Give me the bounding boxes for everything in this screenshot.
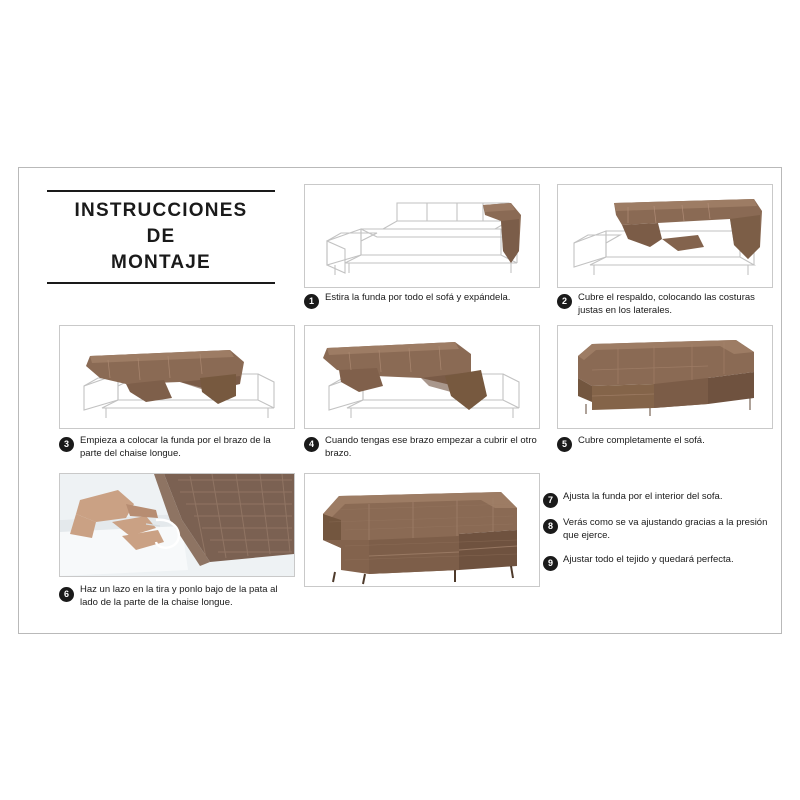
title-text <box>47 192 275 282</box>
step-number-2: 2 <box>557 294 572 309</box>
step-image-2 <box>557 184 773 288</box>
final-image <box>304 473 540 587</box>
step-caption-8: Verás como se va ajustando gracias a la presión que ejerce. <box>563 517 768 541</box>
step-caption-9: Ajustar todo el tejido y quedará perfecta. <box>563 554 734 565</box>
final-steps-list <box>543 493 781 593</box>
step-panel-6 <box>59 473 295 613</box>
step-caption-4: Cuando tengas ese brazo empezar a cubrir el otro brazo. <box>325 435 537 459</box>
step-panel-2 <box>557 184 773 316</box>
step-caption-1: Estira la funda por todo el sofá y expándela. <box>325 292 511 303</box>
title-bottom-rule <box>47 282 275 284</box>
step-caption-5: Cubre completamente el sofá. <box>578 435 705 446</box>
step-number-7: 7 <box>543 493 558 508</box>
step-number-8: 8 <box>543 519 558 534</box>
step-panel-5 <box>557 325 773 453</box>
step-panel-3 <box>59 325 295 459</box>
step-panel-4 <box>304 325 540 459</box>
step-number-9: 9 <box>543 556 558 571</box>
step-image-5 <box>557 325 773 429</box>
page-title <box>47 190 275 284</box>
step-number-1: 1 <box>304 294 319 309</box>
step-image-4 <box>304 325 540 429</box>
step-image-6 <box>59 473 295 577</box>
step-image-3 <box>59 325 295 429</box>
step-caption-3: Empieza a colocar la funda por el brazo de la parte del chaise longue. <box>80 435 271 459</box>
step-caption-2: Cubre el respaldo, colocando las costuras justas en los laterales. <box>578 292 755 316</box>
title-line-3: MONTAJE <box>111 252 211 273</box>
step-number-4: 4 <box>304 437 319 452</box>
step-caption-6: Haz un lazo en la tira y ponlo bajo de la pata al lado de la parte de la chaise longue. <box>80 584 278 608</box>
instructions-card <box>18 167 782 634</box>
title-line-1: INSTRUCCIONES <box>74 200 248 221</box>
step-caption-7: Ajusta la funda por el interior del sofa. <box>563 491 723 502</box>
step-number-3: 3 <box>59 437 74 452</box>
final-panel <box>304 473 540 593</box>
step-panel-1 <box>304 184 540 312</box>
step-image-1 <box>304 184 540 288</box>
title-line-2: DE <box>146 226 176 247</box>
step-number-5: 5 <box>557 437 572 452</box>
step-number-6: 6 <box>59 587 74 602</box>
